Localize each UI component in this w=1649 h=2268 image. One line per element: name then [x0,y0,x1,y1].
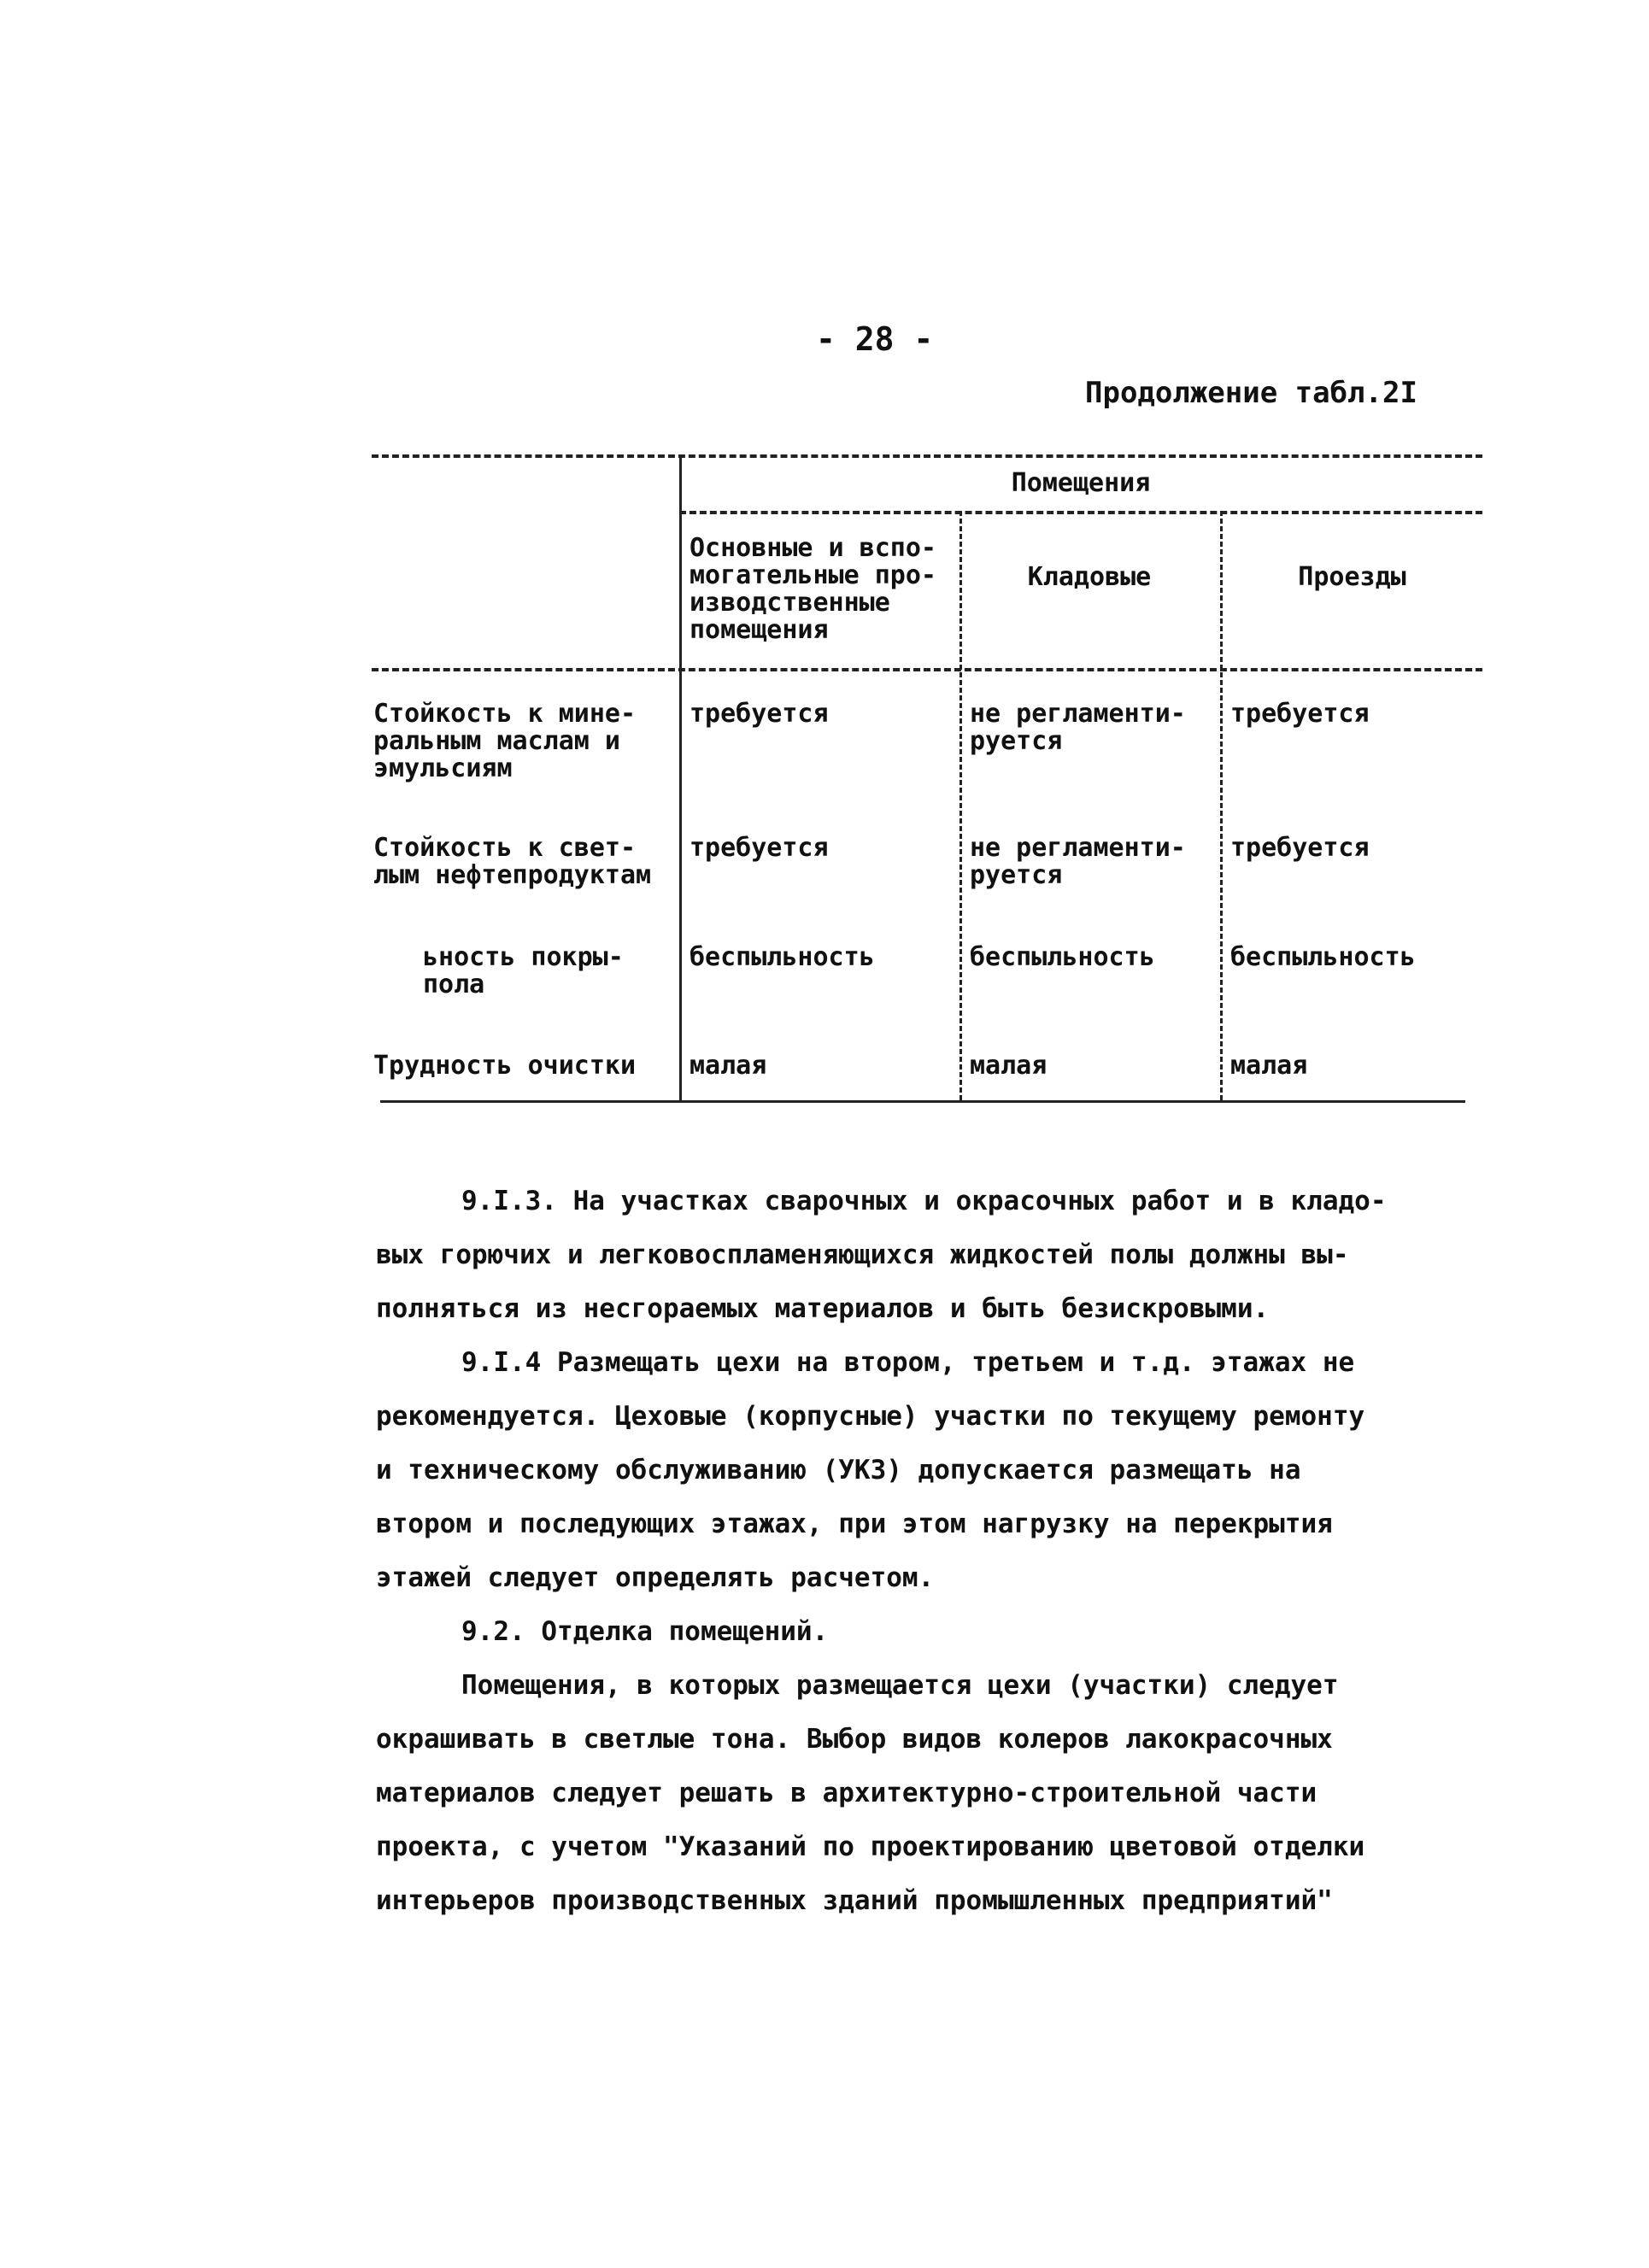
table-cell: не регламенти- руется [970,833,1186,890]
table-cell: малая [1230,1051,1308,1081]
table-cell: беспыльность [1230,942,1416,972]
column-divider-2 [959,511,962,1100]
floor-requirements-table [372,444,1482,1111]
text-line: этажей следует определять расчетом. [376,1562,935,1593]
text-line: втором и последующих этажах, при этом нагрузку на перекрытия [376,1509,1333,1539]
text-line: и техническому обслуживанию (УКЗ) допускается размещать на [376,1455,1301,1486]
table-cell: малая [690,1051,767,1081]
text-line: Помещения, в которых размещается цехи (участки) следует [461,1670,1339,1701]
row-label: Трудность очистки [373,1051,637,1081]
table-continuation-caption: Продолжение табл.2I [1085,376,1417,410]
header-bottom-rule [372,668,1482,671]
row-label: Стойкость к мине- ральным маслам и эмульсиям [373,699,637,783]
table-cell: требуется [1230,833,1370,863]
text-line: окрашивать в светлые тона. Выбор видов колеров лакокрасочных [376,1724,1333,1755]
row-label: ьность покры- пола [423,942,624,999]
table-cell: требуется [690,699,829,729]
section-heading-9-2 [376,1605,1435,1659]
group-header: Помещения [1011,468,1151,498]
page-number: - 28 - [816,320,934,358]
column-header-storerooms: Кладовые [1027,562,1152,592]
table-top-rule [372,454,1482,458]
table-bottom-rule [380,1100,1465,1103]
column-header-main-premises: Основные и вспо- могательные про- изводственные помещения [690,533,936,645]
paragraph-premises-finish [376,1659,1435,1928]
table-cell: беспыльность [690,942,875,972]
text-line: рекомендуется. Цеховые (корпусные) участки по текущему ремонту [376,1401,1365,1432]
text-line: 9.I.4 Размещать цехи на втором, третьем и т.д. этажах не [461,1347,1355,1378]
text-line: вых горючих и легковоспламеняющихся жидкостей полы должны вы- [376,1239,1349,1270]
text-line: проекта, с учетом "Указаний по проектированию цветовой отделки [376,1831,1365,1862]
text-line: интерьеров производственных зданий промышленных предприятий" [376,1885,1333,1916]
table-cell: малая [970,1051,1047,1081]
row-label: Стойкость к свет- лым нефтепродуктам [373,833,652,890]
text-line: материалов следует решать в архитектурно-строительной части [376,1778,1317,1808]
table-cell: беспыльность [970,942,1155,972]
text-line: 9.2. Отделка помещений. [461,1616,829,1647]
text-line: полняться из несгораемых материалов и быть безискровыми. [376,1293,1270,1324]
column-divider-3 [1220,511,1223,1100]
table-cell: требуется [1230,699,1370,729]
paragraph-9-1-4 [376,1336,1435,1605]
body-text [376,1175,1435,1928]
table-cell: не регламенти- руется [970,699,1186,756]
table-cell: требуется [690,833,829,863]
column-header-passages: Проезды [1298,562,1406,592]
group-header-rule [679,511,1482,514]
column-divider-1 [679,454,682,1100]
text-line: 9.I.3. На участках сварочных и окрасочных работ и в кладо- [461,1186,1387,1216]
paragraph-9-1-3 [376,1175,1435,1336]
